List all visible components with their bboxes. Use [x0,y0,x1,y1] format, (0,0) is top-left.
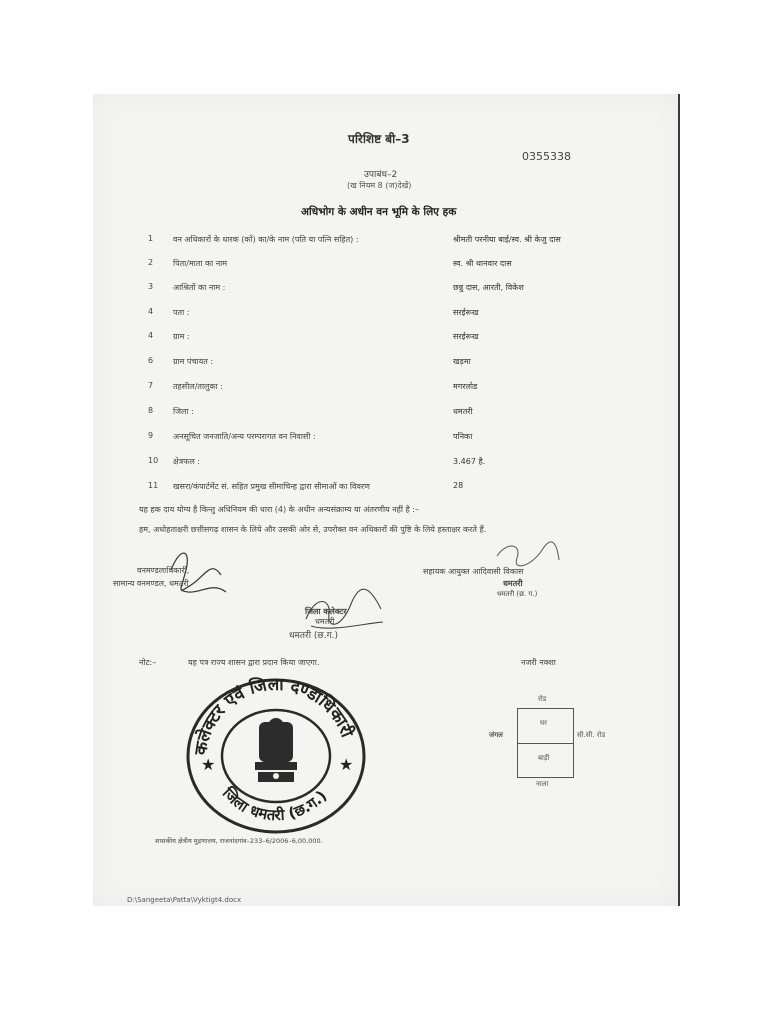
field-number: 9 [148,431,154,440]
signatory-center-stamp: धमतरी (छ.ग.) [289,631,339,641]
seal-bottom-text: जिला धमतरी (छ.ग.) [218,784,331,825]
field-value: छन्नु दास, आरती, विकेश [453,283,524,292]
map-east-label: सी.सी. रोड [577,731,606,739]
field-label: तहसील/तालुका : [173,382,223,391]
field-row [148,406,648,422]
field-value: स्व. श्री थानवार दास [453,259,512,268]
file-path: D:\Sangeeta\Patta\Vyktigt4.docx [127,896,242,904]
heritable-clause: यह हक दाय योग्य है किन्तु अधिनियम की धारा (4) के अधीन अन्यसंक्राम्य या अंतरणीय नहीं है :– [139,505,419,514]
plot-sketch [517,708,574,778]
field-label: पिता/माता का नाम [173,259,228,268]
note-text: यह पत्र राज्य शासन द्वारा प्रदान किया जाएगा. [188,658,320,667]
field-label: ग्राम पंचायत : [173,357,214,366]
field-row [148,258,648,274]
field-value: सरईरूख [453,332,479,341]
field-label: जिला : [173,407,194,416]
field-value: सरईरूख [453,308,479,317]
map-title: नजरी नक्शा [521,658,556,667]
rule-reference: (ख नियम 8 (ज)देखें) [347,181,412,190]
map-west-label: जंगल [489,731,503,739]
signatory-right-office: धमतरी [503,579,523,588]
map-south-label: नाला [536,780,549,788]
document-page [93,94,680,906]
sub-title: उपाबंध–2 [364,170,398,180]
field-label: वन अधिकारों के धारक (कों) का/के नाम (पति या पत्नि सहित) : [173,235,359,244]
field-number: 8 [148,406,154,415]
field-label: क्षेत्रफल : [173,457,200,466]
field-value: 3.467 है. [453,457,486,466]
printer-footer: शासकीय क्षेत्रीय मुद्रणालय, राजनांदगांव–233–6/2006–6,00,000. [155,837,323,845]
signature-scribble-right [487,536,567,570]
attestation-clause: हम, अधोहताक्षरी छत्तीसगढ़ शासन के लिये और उसकी ओर से, उपरोक्त वन अधिकारों की पुष्टि के लिये हस्ताक्षर करते हैं. [139,525,487,534]
field-value: श्रीमती परनीया बाई/स्व. श्री केजु दास [453,235,561,244]
field-value: पनिका [453,432,473,441]
signatory-right-stamp: धमतरी (छ. ग.) [497,590,538,598]
map-north-label: रोड [538,695,547,703]
field-row [148,331,648,347]
field-label: खसरा/कंपार्टमेंट सं. सहित प्रमुख सीमाचिन्ह द्वारा सीमाओं का विवरण [173,482,370,491]
field-row [148,431,648,447]
field-number: 1 [148,234,154,243]
field-number: 4 [148,331,154,340]
plot-divider [518,743,573,744]
signatory-right-title: सहायक आयुक्त आदिवासी विकास [423,567,524,576]
field-label: आश्रितों का नाम : [173,283,226,292]
plot-garden-label: बाड़ी [538,754,550,762]
field-value: धमतरी [453,407,473,416]
field-row [148,307,648,323]
field-row [148,381,648,397]
field-number: 10 [148,456,159,465]
field-value: मगरलोड [453,382,478,391]
plot-house-label: घर [540,719,547,727]
field-value: 28 [453,481,464,490]
seal-top-text: कलेक्टर एवं जिला दण्डाधिकारी [191,674,357,757]
field-number: 3 [148,282,154,291]
field-row [148,456,648,472]
field-label: अनसूचित जनजाति/अन्य परम्परागत वन निवासी : [173,432,316,441]
document-heading: अधिभोग के अधीन वन भूमि के लिए हक [301,206,457,218]
field-row [148,481,648,497]
field-label: ग्राम : [173,332,190,341]
field-row [148,234,648,250]
signatory-left-title: वनमण्डलाधिकारी, [137,566,190,575]
emblem-icon [255,718,297,782]
field-number: 6 [148,356,154,365]
collector-seal [181,672,371,837]
signatory-center-office: धमतरी [315,617,335,626]
document-title: परिशिष्ट बी–3 [348,132,410,146]
signatory-center-title: जिला कलेक्टर [305,607,347,616]
field-label: पता : [173,308,190,317]
field-value: खड़मा [453,357,471,366]
seal-star-left: ★ [201,755,216,774]
serial-number: 0355338 [522,150,571,163]
signatory-left-office: सामान्य वनमण्डल, धमतरी [113,579,189,588]
field-row [148,356,648,372]
field-row [148,282,648,298]
seal-star-right: ★ [339,755,354,774]
note-label: नोट:– [139,658,157,667]
field-number: 7 [148,381,154,390]
field-number: 2 [148,258,154,267]
field-number: 4 [148,307,154,316]
field-number: 11 [148,481,159,490]
